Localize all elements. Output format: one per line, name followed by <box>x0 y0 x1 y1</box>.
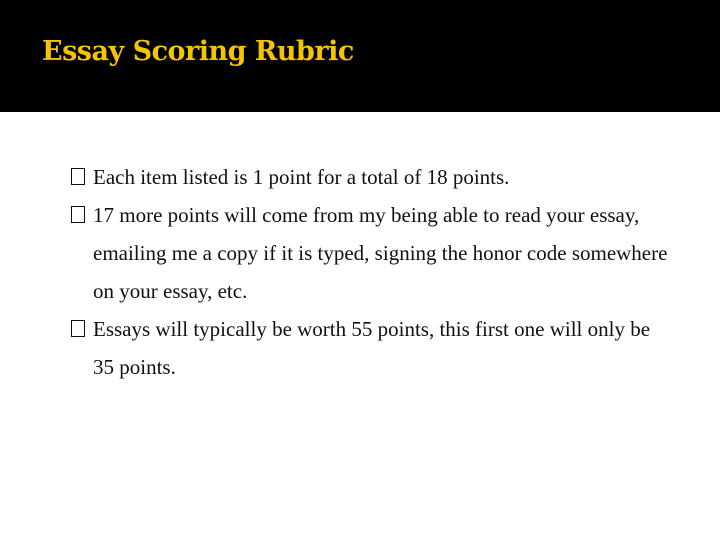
bullet-box-icon <box>71 320 85 337</box>
title-band <box>0 0 720 112</box>
bullet-box-icon <box>71 206 85 223</box>
bullet-text: Essays will typically be worth 55 points, this first one will only be 35 points. <box>93 317 651 379</box>
bullet-item <box>71 310 671 386</box>
bullet-item <box>71 196 671 310</box>
bullet-text: 17 more points will come from my being able to read your essay, emailing me a copy if it is typed, signing the honor code somewhere on your essay, etc. <box>93 203 668 303</box>
bullet-list <box>71 158 671 386</box>
bullet-item <box>71 158 671 196</box>
bullet-box-icon <box>71 168 85 185</box>
bullet-text: Each item listed is 1 point for a total of 18 points. <box>93 165 510 189</box>
slide-title: Essay Scoring Rubric <box>42 36 354 67</box>
